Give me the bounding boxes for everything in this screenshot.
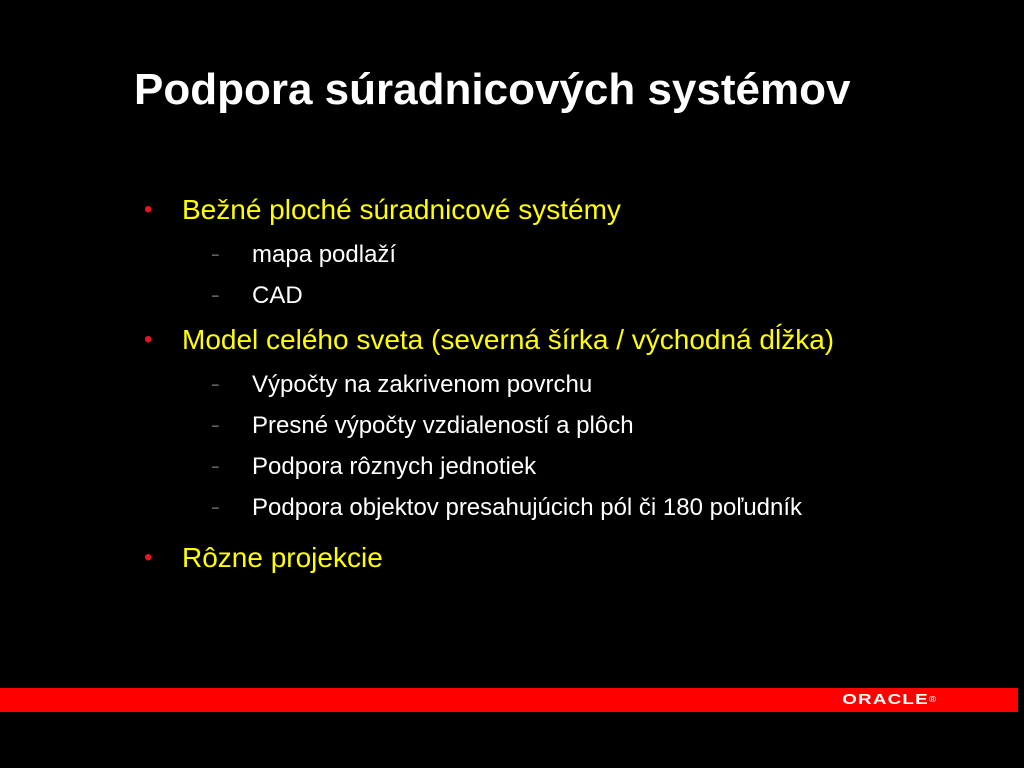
bullet-icon: •	[144, 326, 153, 353]
bullet-text: Bežné ploché súradnicové systémy	[182, 194, 621, 225]
sub-item	[144, 275, 1014, 316]
sub-item	[144, 234, 1014, 275]
bullet-item	[144, 538, 1014, 578]
dash-icon: –	[212, 418, 219, 432]
sub-item-text: Podpora rôznych jednotiek	[252, 453, 537, 480]
sub-item-text: Výpočty na zakrivenom povrchu	[252, 371, 593, 398]
dash-icon: –	[212, 459, 219, 473]
bullet-item	[144, 190, 1014, 230]
slide-title: Podpora súradnicových systémov	[134, 65, 851, 114]
bullet-icon: •	[144, 544, 153, 571]
sub-item-text: Presné výpočty vzdialeností a plôch	[252, 412, 634, 439]
sub-item	[144, 405, 1014, 446]
footer-bar	[0, 688, 1018, 712]
sub-item-text: mapa podlaží	[252, 241, 397, 268]
bullet-text: Rôzne projekcie	[182, 542, 383, 573]
sub-item-text: Podpora objektov presahujúcich pól či 180 poľudník	[252, 494, 803, 521]
dash-icon: –	[212, 377, 219, 391]
sub-item-text: CAD	[252, 282, 303, 309]
sub-item	[144, 446, 1014, 487]
dash-icon: –	[212, 247, 219, 261]
bullet-text: Model celého sveta (severná šírka / východná dĺžka)	[182, 324, 835, 355]
oracle-logo	[842, 690, 936, 710]
sub-item	[144, 487, 1014, 528]
dash-icon: –	[212, 500, 219, 514]
bullet-item	[144, 320, 1014, 360]
slide-content	[144, 190, 1014, 578]
bullet-icon: •	[144, 196, 153, 223]
sub-item	[144, 364, 1014, 405]
registered-mark-icon: ®	[928, 695, 936, 704]
dash-icon: –	[212, 288, 219, 302]
logo-text: ORACLE	[841, 691, 929, 708]
